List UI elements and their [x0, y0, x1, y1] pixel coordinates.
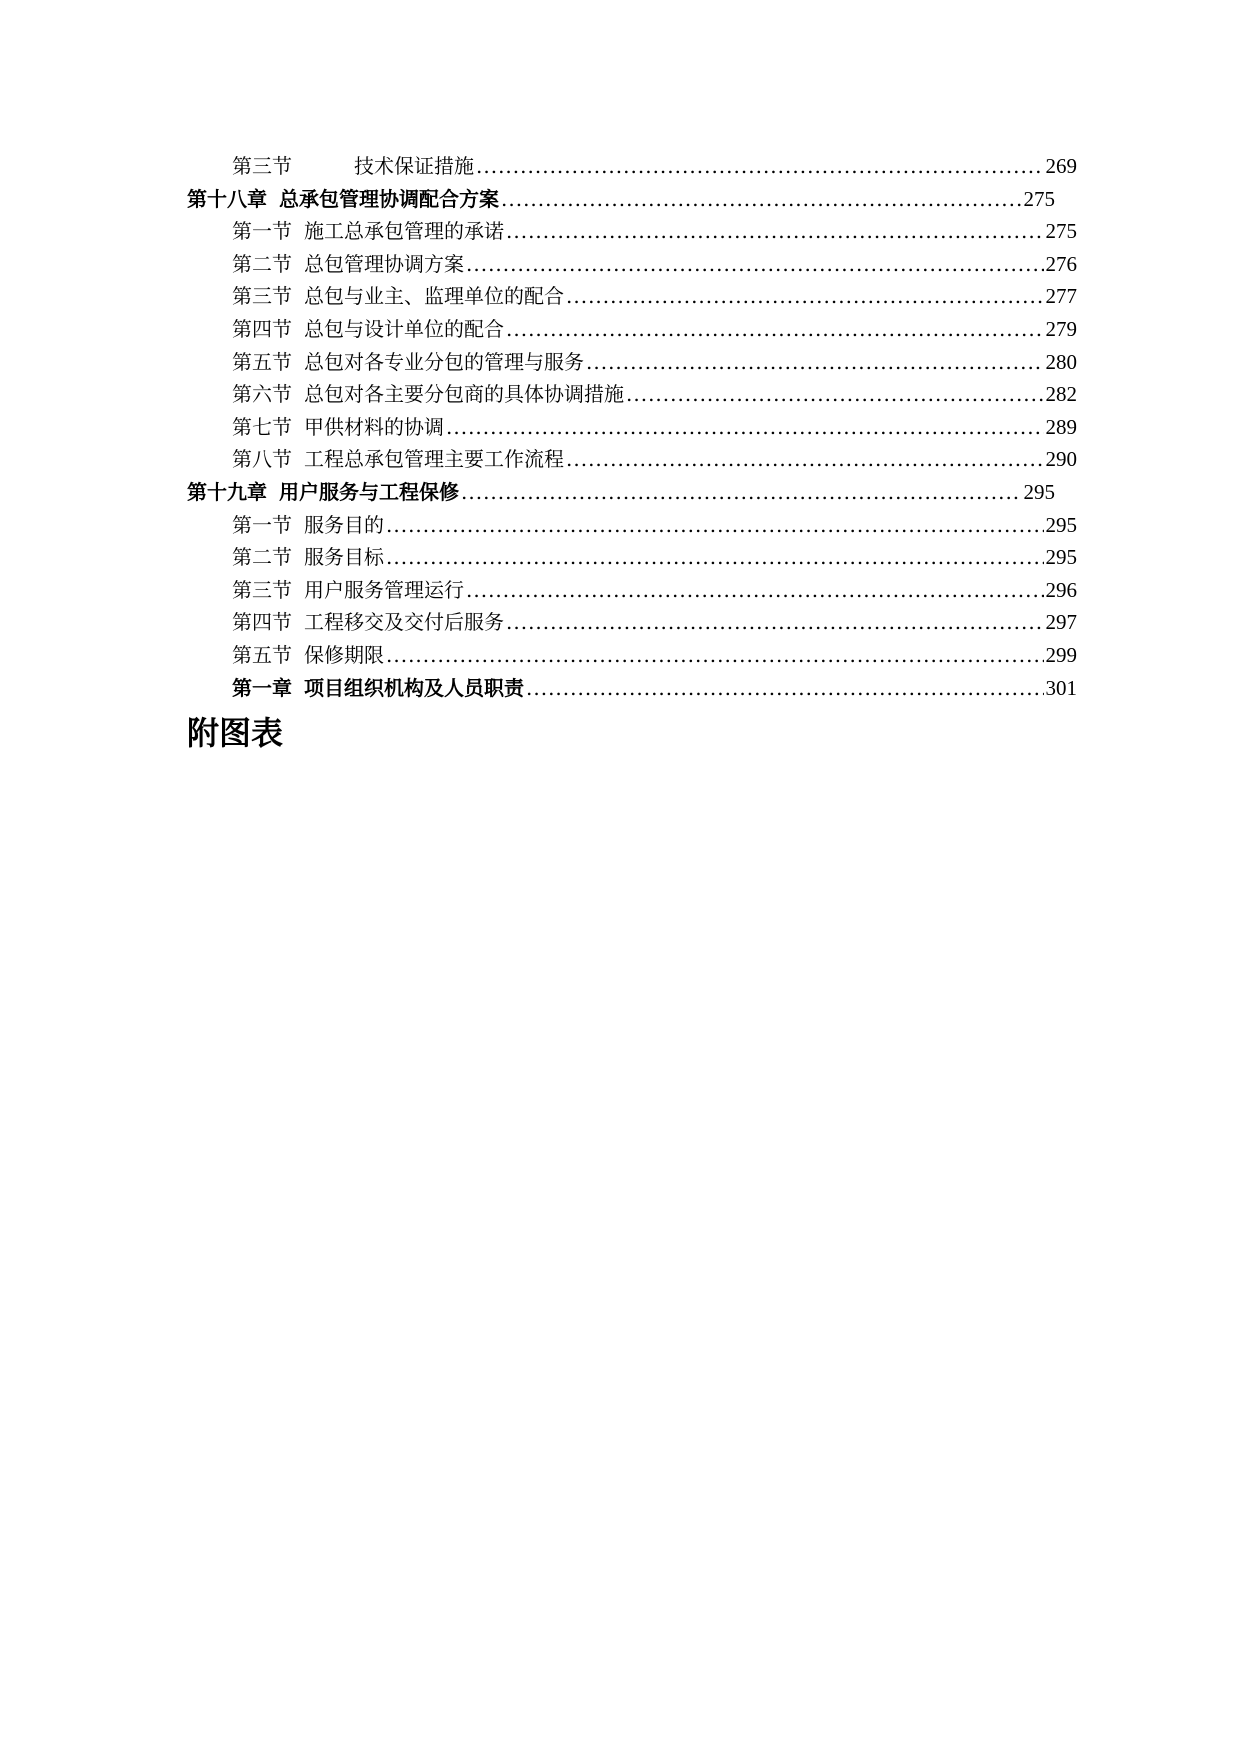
- toc-entry-page: 295: [1045, 545, 1077, 570]
- toc-entry-title: 服务目标: [304, 545, 384, 570]
- dot-leader: [446, 411, 1044, 444]
- toc-entry-number: 第三节: [232, 154, 292, 178]
- toc-entry-number: 第四节: [232, 316, 292, 341]
- toc-entry-number: 第一节: [232, 512, 292, 537]
- toc-entry-title: 用户服务管理运行: [304, 577, 464, 602]
- dot-leader: [501, 183, 1022, 216]
- toc-chapter-entry[interactable]: [187, 183, 1055, 216]
- toc-entry-page: 280: [1045, 349, 1077, 374]
- dot-leader: [386, 639, 1044, 672]
- toc-entry-page: 296: [1045, 577, 1077, 602]
- toc-entry[interactable]: [187, 150, 1077, 183]
- table-of-contents: [187, 150, 1077, 704]
- toc-entry-title: 用户服务与工程保修: [279, 479, 459, 504]
- toc-entry-number: 第十八章: [187, 186, 267, 211]
- toc-entry-page: 269: [1045, 154, 1077, 178]
- dot-leader: [566, 443, 1044, 476]
- toc-entry-number: 第二节: [232, 545, 292, 570]
- toc-chapter-entry[interactable]: [187, 476, 1055, 509]
- toc-entry[interactable]: [187, 606, 1077, 639]
- toc-entry-page: 277: [1045, 284, 1077, 309]
- toc-entry[interactable]: [187, 411, 1077, 444]
- dot-leader: [506, 215, 1044, 248]
- toc-entry-number: 第一节: [232, 219, 292, 244]
- toc-entry-page: 297: [1045, 610, 1077, 635]
- toc-entry-page: 301: [1045, 675, 1077, 700]
- toc-entry[interactable]: [187, 509, 1077, 542]
- toc-entry-number: 第八节: [232, 447, 292, 472]
- toc-chapter-entry[interactable]: [187, 672, 1077, 705]
- toc-entry-title: 技术保证措施: [354, 154, 474, 178]
- toc-entry-title: 项目组织机构及人员职责: [304, 675, 524, 700]
- appendix-heading: 附图表: [187, 714, 284, 752]
- toc-entry-number: 第四节: [232, 610, 292, 635]
- toc-entry-page: 289: [1045, 414, 1077, 439]
- dot-leader: [506, 606, 1044, 639]
- toc-entry-title: 工程移交及交付后服务: [304, 610, 504, 635]
- dot-leader: [466, 248, 1044, 281]
- toc-entry-page: 279: [1045, 316, 1077, 341]
- toc-entry[interactable]: [187, 248, 1077, 281]
- toc-entry-title: 服务目的: [304, 512, 384, 537]
- toc-entry[interactable]: [187, 215, 1077, 248]
- toc-entry-title: 甲供材料的协调: [304, 414, 444, 439]
- toc-entry-page: 275: [1045, 219, 1077, 244]
- dot-leader: [461, 476, 1022, 509]
- toc-entry-number: 第一章: [232, 675, 292, 700]
- toc-entry-title: 总包与业主、监理单位的配合: [304, 284, 564, 309]
- toc-entry-page: 295: [1023, 479, 1055, 504]
- toc-entry-page: 299: [1045, 642, 1077, 667]
- toc-entry-number: 第十九章: [187, 479, 267, 504]
- toc-entry-title: 总包对各主要分包商的具体协调措施: [304, 382, 624, 407]
- dot-leader: [386, 509, 1044, 542]
- toc-entry-page: 275: [1023, 186, 1055, 211]
- toc-entry[interactable]: [187, 443, 1077, 476]
- toc-entry-number: 第七节: [232, 414, 292, 439]
- dot-leader: [386, 541, 1044, 574]
- dot-leader: [476, 150, 1044, 183]
- toc-entry-page: 295: [1045, 512, 1077, 537]
- toc-entry[interactable]: [187, 574, 1077, 607]
- dot-leader: [586, 346, 1044, 379]
- toc-entry-number: 第五节: [232, 349, 292, 374]
- toc-entry-number: 第三节: [232, 284, 292, 309]
- dot-leader: [506, 313, 1044, 346]
- toc-entry-page: 282: [1045, 382, 1077, 407]
- toc-entry-title: 总包管理协调方案: [304, 251, 464, 276]
- toc-entry-number: 第六节: [232, 382, 292, 407]
- toc-entry[interactable]: [187, 280, 1077, 313]
- toc-entry[interactable]: [187, 541, 1077, 574]
- toc-entry-page: 276: [1045, 251, 1077, 276]
- toc-entry[interactable]: [187, 378, 1077, 411]
- toc-entry-title: 工程总承包管理主要工作流程: [304, 447, 564, 472]
- toc-entry-title: 总承包管理协调配合方案: [279, 186, 499, 211]
- dot-leader: [466, 574, 1044, 607]
- toc-entry-number: 第五节: [232, 642, 292, 667]
- toc-entry-title: 总包与设计单位的配合: [304, 316, 504, 341]
- toc-entry-number: 第三节: [232, 577, 292, 602]
- toc-entry-number: 第二节: [232, 251, 292, 276]
- toc-entry-page: 290: [1045, 447, 1077, 472]
- toc-entry-title: 保修期限: [304, 642, 384, 667]
- toc-entry[interactable]: [187, 639, 1077, 672]
- dot-leader: [526, 672, 1044, 705]
- toc-entry-title: 施工总承包管理的承诺: [304, 219, 504, 244]
- toc-entry-title: 总包对各专业分包的管理与服务: [304, 349, 584, 374]
- toc-entry[interactable]: [187, 313, 1077, 346]
- toc-entry[interactable]: [187, 346, 1077, 379]
- dot-leader: [626, 378, 1044, 411]
- dot-leader: [566, 280, 1044, 313]
